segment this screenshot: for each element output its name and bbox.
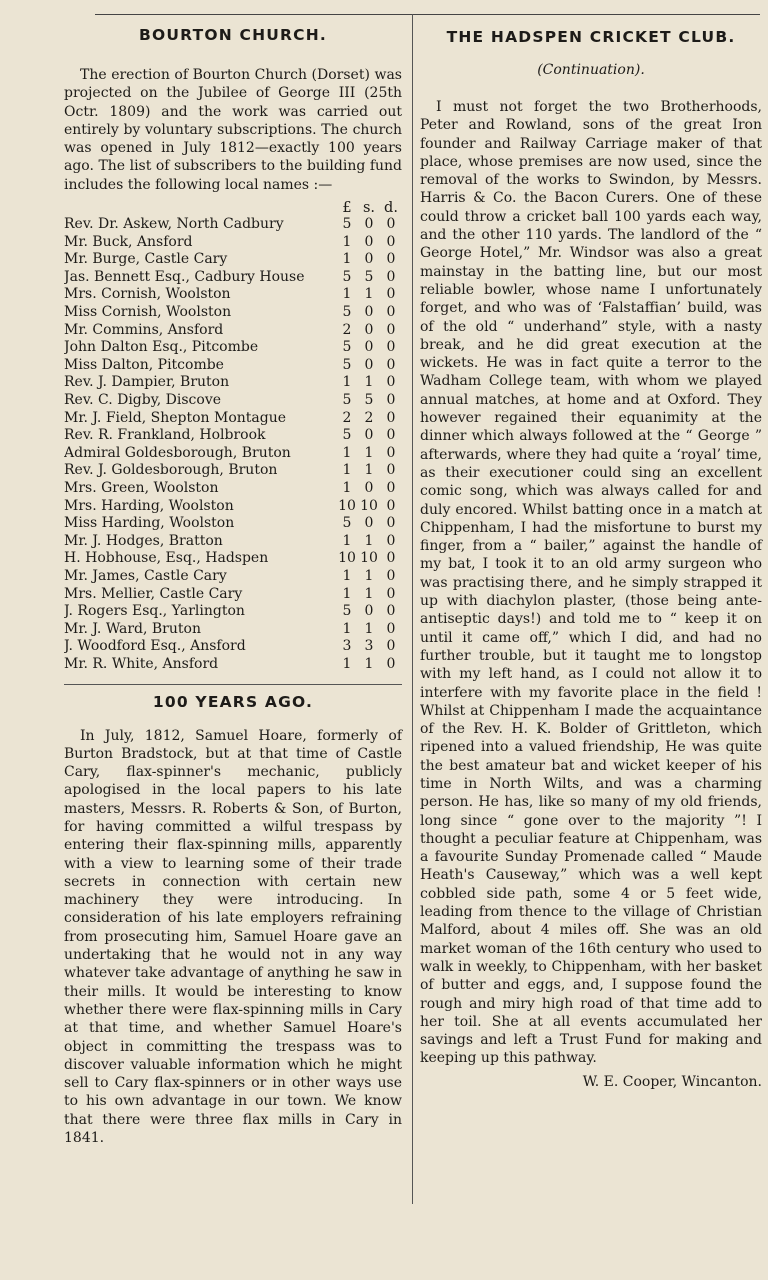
subscriber-row xyxy=(64,550,402,568)
subscriber-name: Mr. Buck, Ansford xyxy=(64,233,193,250)
subscriber-name: Mr. R. White, Ansford xyxy=(64,655,219,672)
subscriber-row xyxy=(64,269,402,287)
shillings-value: 2 xyxy=(364,409,374,426)
cricket-club-body: I must not forget the two Brotherhoods, Peter and Rowland, sons of the great Iron founder and Railway Carriage maker of that place, whose premises are now used, since the removal of the works to Swindon, by Messrs. Harris & Co. the Bacon Curers. One of these could throw a cricket ball 100 yards each way, and the other 110 yards. The landlord of the “ George Hotel,” Mr. Windsor was also a great mainstay in the batting line, but our most reliable bowler, whose name I unfortunately forget, and who was of ‘Falstaffian’ build, was of the old “ underhand” style, with a nasty break, and he did great execution at the wickets. He was in fact quite a terror to the Wadham College team, with whom we played annual matches, at home and at Oxford. They however regained their equanimity at the dinner which always followed at the “ George ” afterwards, where they had quite a ‘royal’ time, as their executioner could sing an excellent comic song, which was always called for and duly encored. Whilst batting once in a match at Chippenham, I had the misfortune to burst my finger, from a “ bailer,” against the handle of my bat, I took it to an old army surgeon who was practising there, and he simply strapped it up with diachylon plaster, (those being ante-antiseptic days!) and told me to “ keep it on until it came off,” which I did, and had no further trouble, but it taught me to longstop with my left hand, as I could not allow it to interfere with my favorite place in the field ! Whilst at Chippenham I made the acquaintance of the Rev. H. K. Bolder of Grittleton, which ripened into a valued friendship, He was quite the best amateur bat and wicket keeper of his time in North Wilts, and was a charming person. He has, like so many of my old friends, long since “ gone over to the majority ”! I thought a peculiar feature at Chippenham, was a favourite Sunday Promenade called “ Maude Heath's Causeway,” which was a well kept cobbled side path, some 4 or 5 feet wide, leading from thence to the village of Christian Malford, about 4 miles off. She was an old market woman of the 16th century who used to walk in weekly, to Chippenham, with her basket of butter and eggs, and, I suppose found the rough and miry high road of that time add to her toil. She at all events accumulated her savings and left a Trust Fund for making and keeping up this pathway. xyxy=(420,99,762,1067)
pence-value: 0 xyxy=(386,251,396,268)
subscriber-row xyxy=(64,656,402,674)
pence-value: 0 xyxy=(386,339,396,356)
subscriber-row xyxy=(64,304,402,322)
subscriber-name: Jas. Bennett Esq., Cadbury House xyxy=(64,268,305,285)
pence-value: 0 xyxy=(386,462,396,479)
shillings-value: 0 xyxy=(364,515,374,532)
shillings-value: 10 xyxy=(360,497,378,514)
hundred-years-body: In July, 1812, Samuel Hoare, formerly of Burton Bradstock, but at that time of Castle Cary, flax-spinner's mechanic, publicly apologised in the local papers to his late masters, Messrs. R. Roberts & Son, of Burton, for having committed a wilful trespass by entering their flax-spinning mills, apparently with a view to learning some of their trade secrets in connection with certain new machinery they were introducing. In consideration of his late employers refraining from prosecuting him, Samuel Hoare gave an undertaking that he would not in any way whatever take advantage of anything he saw in their mills. It would be interesting to know whether there were flax-spinning mills in Cary at that time, and whether Samuel Hoare's object in committing the trespass was to discover valuable information which he might sell to Cary flax-spinners or in other ways use to his own advantage in our town. We know that there were three flax mills in Cary in 1841. xyxy=(64,727,402,1147)
pounds-value: 5 xyxy=(342,356,352,373)
shillings-value: 1 xyxy=(364,444,374,461)
pounds-value: 5 xyxy=(342,304,352,321)
shillings-value: 0 xyxy=(364,216,374,233)
subscriber-name: Mr. J. Hodges, Bratton xyxy=(64,532,223,549)
pence-value: 0 xyxy=(386,444,396,461)
subscriber-name: Mr. J. Field, Shepton Montague xyxy=(64,409,287,426)
pence-value: 0 xyxy=(386,479,396,496)
shillings-value: 5 xyxy=(364,392,374,409)
pounds-value: 5 xyxy=(342,216,352,233)
pence-value: 0 xyxy=(386,374,396,391)
pence-value: 0 xyxy=(386,268,396,285)
pounds-value: 1 xyxy=(342,251,352,268)
subscriber-row xyxy=(64,234,402,252)
pence-value: 0 xyxy=(386,532,396,549)
pence-header: d. xyxy=(384,200,398,217)
shillings-value: 0 xyxy=(364,251,374,268)
shillings-value: 0 xyxy=(364,356,374,373)
subscriber-name: Rev. J. Dampier, Bruton xyxy=(64,374,230,391)
hundred-years-heading: 100 YEARS AGO. xyxy=(152,692,314,711)
shillings-value: 1 xyxy=(364,655,374,672)
pence-value: 0 xyxy=(386,392,396,409)
shillings-value: 0 xyxy=(364,339,374,356)
pence-value: 0 xyxy=(386,286,396,303)
subscriber-list xyxy=(64,216,402,673)
pence-value: 0 xyxy=(386,567,396,584)
pounds-value: 1 xyxy=(342,567,352,584)
shillings-value: 1 xyxy=(364,462,374,479)
continuation-label: (Continuation). xyxy=(537,62,645,78)
subscriber-row xyxy=(64,445,402,463)
author-signature: W. E. Cooper, Wincanton. xyxy=(582,1073,762,1090)
shillings-value: 10 xyxy=(360,550,378,567)
subscriber-name: Miss Cornish, Woolston xyxy=(64,304,232,321)
pounds-value: 2 xyxy=(342,409,352,426)
subscriber-name: Mr. Burge, Castle Cary xyxy=(64,251,228,268)
subscriber-name: H. Hobhouse, Esq., Hadspen xyxy=(64,550,269,567)
subscriber-row xyxy=(64,322,402,340)
subscriber-row xyxy=(64,462,402,480)
subscriber-row xyxy=(64,286,402,304)
subscriber-name: Rev. C. Digby, Discove xyxy=(64,392,222,409)
subscriber-name: Miss Dalton, Pitcombe xyxy=(64,356,224,373)
pence-value: 0 xyxy=(386,655,396,672)
subscriber-row xyxy=(64,533,402,551)
pounds-value: 10 xyxy=(338,550,356,567)
pence-value: 0 xyxy=(386,585,396,602)
pence-value: 0 xyxy=(386,550,396,567)
shillings-value: 0 xyxy=(364,479,374,496)
column-divider xyxy=(412,14,413,1204)
subscriber-name: Mrs. Harding, Woolston xyxy=(64,497,234,514)
pounds-value: 5 xyxy=(342,339,352,356)
pence-value: 0 xyxy=(386,603,396,620)
subscriber-row xyxy=(64,621,402,639)
pounds-value: 10 xyxy=(338,497,356,514)
subscriber-row xyxy=(64,603,402,621)
pounds-value: 5 xyxy=(342,515,352,532)
pence-value: 0 xyxy=(386,304,396,321)
pounds-value: 1 xyxy=(342,479,352,496)
subscriber-name: Mrs. Green, Woolston xyxy=(64,479,219,496)
shillings-value: 1 xyxy=(364,286,374,303)
subscriber-name: Mr. James, Castle Cary xyxy=(64,567,227,584)
pounds-value: 1 xyxy=(342,286,352,303)
subscriber-row xyxy=(64,638,402,656)
pence-value: 0 xyxy=(386,427,396,444)
pence-value: 0 xyxy=(386,233,396,250)
subscriber-name: J. Woodford Esq., Ansford xyxy=(64,638,246,655)
shillings-value: 0 xyxy=(364,603,374,620)
shillings-value: 0 xyxy=(364,427,374,444)
pence-value: 0 xyxy=(386,216,396,233)
pounds-header: £ xyxy=(342,200,352,217)
subscriber-row xyxy=(64,410,402,428)
left-column xyxy=(64,22,402,1147)
pounds-value: 1 xyxy=(342,532,352,549)
pence-value: 0 xyxy=(386,409,396,426)
subscriber-row xyxy=(64,427,402,445)
cricket-club-heading: THE HADSPEN CRICKET CLUB. xyxy=(446,28,736,46)
subscriber-name: Rev. Dr. Askew, North Cadbury xyxy=(64,216,284,233)
pence-value: 0 xyxy=(386,620,396,637)
shillings-value: 1 xyxy=(364,620,374,637)
section-rule xyxy=(64,684,402,685)
pounds-value: 1 xyxy=(342,444,352,461)
bourton-church-heading: BOURTON CHURCH. xyxy=(138,26,328,44)
shillings-value: 0 xyxy=(364,304,374,321)
subscriber-name: Rev. R. Frankland, Holbrook xyxy=(64,427,266,444)
pounds-value: 1 xyxy=(342,233,352,250)
pounds-value: 3 xyxy=(342,638,352,655)
subscriber-name: Mrs. Cornish, Woolston xyxy=(64,286,231,303)
shillings-header: s. xyxy=(362,200,376,217)
shillings-value: 0 xyxy=(364,321,374,338)
subscriber-row xyxy=(64,357,402,375)
pounds-value: 2 xyxy=(342,321,352,338)
right-column xyxy=(420,28,762,1090)
subscriber-row xyxy=(64,216,402,234)
shillings-value: 3 xyxy=(364,638,374,655)
subscriber-name: Rev. J. Goldesborough, Bruton xyxy=(64,462,278,479)
shillings-value: 1 xyxy=(364,585,374,602)
subscriber-name: Miss Harding, Woolston xyxy=(64,515,235,532)
subscriber-row xyxy=(64,568,402,586)
pounds-value: 5 xyxy=(342,392,352,409)
subscriber-row xyxy=(64,374,402,392)
subscriber-name: John Dalton Esq., Pitcombe xyxy=(64,339,259,356)
subscriber-name: Mr. J. Ward, Bruton xyxy=(64,620,201,637)
currency-header xyxy=(64,194,402,216)
pence-value: 0 xyxy=(386,321,396,338)
subscriber-name: Mr. Commins, Ansford xyxy=(64,321,224,338)
pence-value: 0 xyxy=(386,497,396,514)
bourton-intro: The erection of Bourton Church (Dorset) was projected on the Jubilee of George III (25th Octr. 1809) and the work was carried out entirely by voluntary subscriptions. The church was opened in July 1812—exactly 100 years ago. The list of subscribers to the building fund includes the following local names :— xyxy=(64,67,402,193)
pence-value: 0 xyxy=(386,356,396,373)
subscriber-row xyxy=(64,480,402,498)
subscriber-row xyxy=(64,498,402,516)
pounds-value: 5 xyxy=(342,603,352,620)
pence-value: 0 xyxy=(386,638,396,655)
subscriber-row xyxy=(64,339,402,357)
shillings-value: 1 xyxy=(364,374,374,391)
shillings-value: 1 xyxy=(364,532,374,549)
pounds-value: 1 xyxy=(342,462,352,479)
pounds-value: 1 xyxy=(342,655,352,672)
subscriber-row xyxy=(64,515,402,533)
pounds-value: 1 xyxy=(342,374,352,391)
subscriber-row xyxy=(64,392,402,410)
shillings-value: 5 xyxy=(364,268,374,285)
top-rule xyxy=(95,14,760,15)
pounds-value: 5 xyxy=(342,268,352,285)
pence-value: 0 xyxy=(386,515,396,532)
subscriber-row xyxy=(64,251,402,269)
subscriber-name: J. Rogers Esq., Yarlington xyxy=(64,603,245,620)
pounds-value: 5 xyxy=(342,427,352,444)
pounds-value: 1 xyxy=(342,585,352,602)
shillings-value: 0 xyxy=(364,233,374,250)
shillings-value: 1 xyxy=(364,567,374,584)
subscriber-row xyxy=(64,586,402,604)
pounds-value: 1 xyxy=(342,620,352,637)
subscriber-name: Mrs. Mellier, Castle Cary xyxy=(64,585,243,602)
subscriber-name: Admiral Goldesborough, Bruton xyxy=(64,444,291,461)
